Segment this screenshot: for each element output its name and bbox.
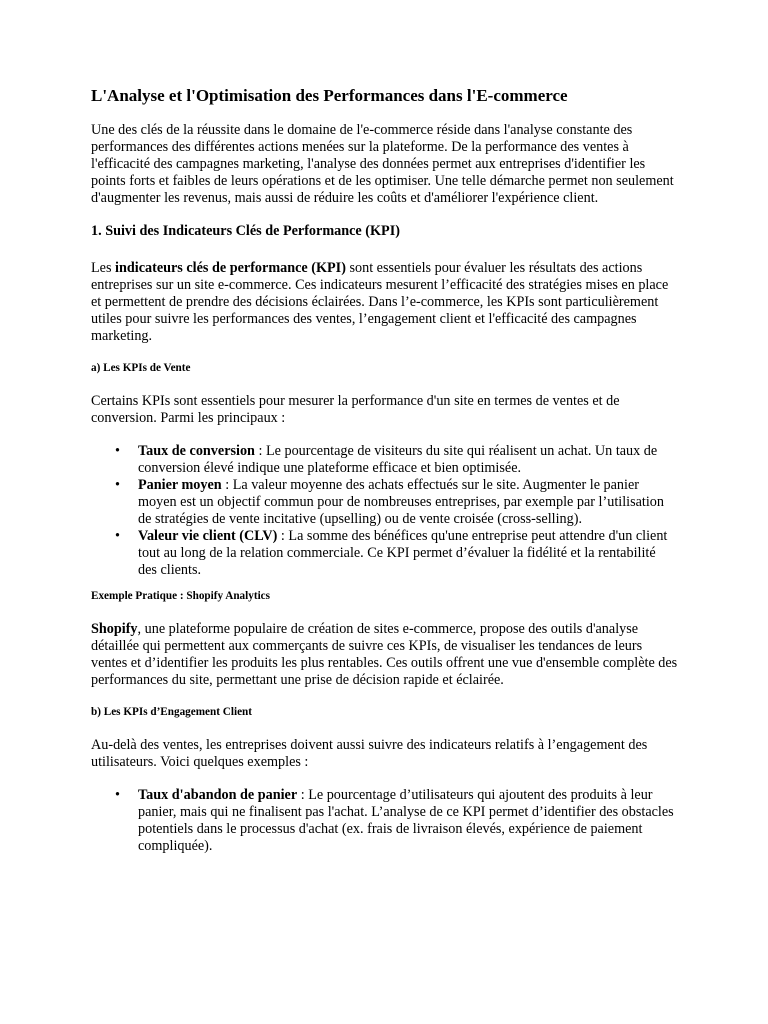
list-item-desc: : Le pourcentage de visiteurs du site qui réalisent un achat. Un taux de conversion élevé indique une plateforme efficace et bien optimisée. — [138, 443, 658, 476]
intro-paragraph: Une des clés de la réussite dans le domaine de l'e-commerce réside dans l'analyse constante des performances des différentes actions menées sur la plateforme. De la performance des ventes à l'efficacité des campagnes marketing, l'analyse des données permet aux entreprises d'identifier les points forts et faibles de leurs opérations et de les optimiser. Une telle démarche permet non seulement d'augmenter les revenus, mais aussi de réduire les coûts et d'améliorer l'expérience client. — [91, 122, 674, 206]
list-item-desc: : La somme des bénéfices qu'une entreprise peut attendre d'un client tout au long de la relation commerciale. Ce KPI permet d’évaluer la fidélité et la rentabilité des clients. — [138, 528, 668, 578]
list-item-term: Taux de conversion — [138, 443, 255, 459]
list-item — [115, 528, 678, 579]
subsection-a-intro: Certains KPIs sont essentiels pour mesurer la performance d'un site en termes de ventes et de conversion. Parmi les principaux : — [91, 393, 620, 426]
section-1-paragraph — [91, 260, 678, 345]
example-paragraph — [91, 621, 678, 689]
bullet-icon: • — [115, 477, 120, 493]
example-rest: , une plateforme populaire de création de sites e-commerce, propose des outils d'analyse détaillée qui permettent aux commerçants de suivre ces KPIs, de visualiser les tendances de leurs ventes et d’identifier les produits les plus rentables. Ces outils offrent une vue d'ensemble complète des performances du site, permettant une prise de décision rapide et éclairée. — [91, 621, 678, 688]
document-title: L'Analyse et l'Optimisation des Performances dans l'E-commerce — [91, 86, 568, 105]
list-item-desc: : La valeur moyenne des achats effectués sur le site. Augmenter le panier moyen est un objectif commun pour de nombreuses entreprises, par exemple par l’utilisation de stratégies de vente incitative (upselling) ou de vente croisée (cross-selling). — [138, 477, 664, 527]
section-1-rest: sont essentiels pour évaluer les résultats des actions entreprises sur un site e-commerce. Ces indicateurs mesurent l’efficacité des stratégies mises en place et permettent de prendre des décisions éclairées. Dans l’e-commerce, les KPIs sont particulièrement utiles pour suivre les performances des ventes, l’engagement client et l'efficacité des campagnes marketing. — [91, 260, 669, 344]
section-1-prefix: Les — [91, 260, 116, 276]
subsection-a-heading: a) Les KPIs de Vente — [91, 362, 191, 374]
sales-kpi-list — [91, 443, 678, 579]
list-item — [115, 787, 678, 855]
subsection-b-heading: b) Les KPIs d’Engagement Client — [91, 706, 252, 718]
bullet-icon: • — [115, 528, 120, 544]
example-heading: Exemple Pratique : Shopify Analytics — [91, 590, 271, 602]
bullet-icon: • — [115, 443, 120, 459]
subsection-b-intro: Au-delà des ventes, les entreprises doivent aussi suivre des indicateurs relatifs à l’engagement des utilisateurs. Voici quelques exemples : — [91, 737, 648, 770]
section-1-heading: 1. Suivi des Indicateurs Clés de Performance (KPI) — [91, 223, 400, 239]
section-1-bold-term: indicateurs clés de performance (KPI) — [115, 260, 346, 276]
list-item-term: Taux d'abandon de panier — [138, 787, 298, 803]
bullet-icon: • — [115, 787, 120, 803]
list-item — [115, 443, 678, 477]
list-item-term: Panier moyen — [138, 477, 222, 493]
list-item-desc: : Le pourcentage d’utilisateurs qui ajoutent des produits à leur panier, mais qui ne finalisent pas l'achat. L’analyse de ce KPI permet d’identifier des obstacles potentiels dans le processus d'achat (ex. frais de livraison élevés, expérience de paiement compliquée). — [138, 787, 674, 854]
list-item-term: Valeur vie client (CLV) — [138, 528, 278, 544]
list-item — [115, 477, 678, 528]
example-bold-term: Shopify — [91, 621, 138, 637]
engagement-kpi-list — [91, 787, 678, 855]
